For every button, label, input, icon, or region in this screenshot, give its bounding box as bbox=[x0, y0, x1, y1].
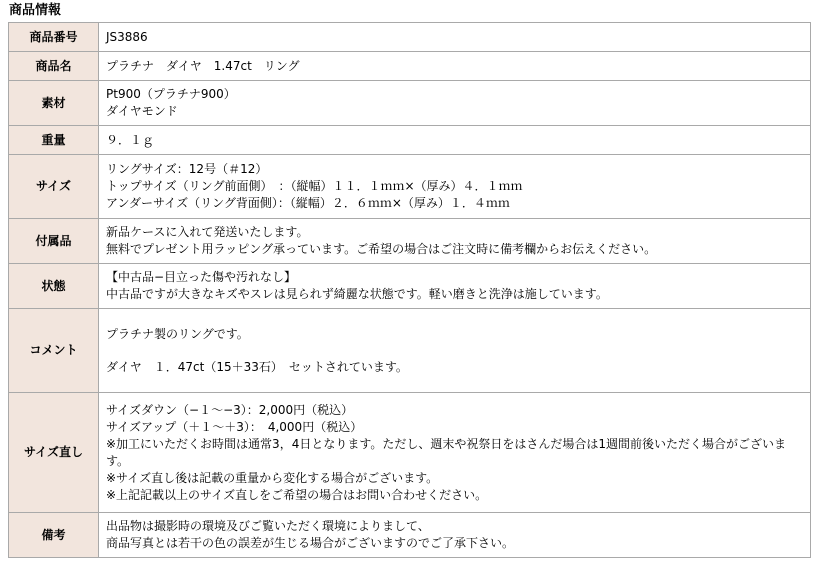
table-row bbox=[9, 513, 811, 558]
value-line: ※上記記載以上のサイズ直しをご希望の場合はお問い合わせください。 bbox=[106, 487, 488, 502]
table-row bbox=[9, 264, 811, 309]
value-line: サイズアップ（＋１〜＋3）： 4,000円（税込） bbox=[106, 419, 363, 434]
row-label-material: 素材 bbox=[9, 81, 99, 126]
value-line: 商品写真とは若干の色の誤差が生じる場合がございますのでご了承下さい。 bbox=[106, 536, 515, 550]
value-line: ※サイズ直し後は記載の重量から変化する場合がございます。 bbox=[106, 470, 439, 485]
value-line: リングサイズ：12号（＃12） bbox=[106, 162, 268, 176]
page-title: 商品情報 bbox=[9, 3, 62, 18]
row-label-accessories: 付属品 bbox=[9, 219, 99, 264]
row-label-weight: 重量 bbox=[9, 126, 99, 155]
value-line: プラチナ ダイヤ 1.47ct リング bbox=[106, 58, 300, 73]
row-value-condition bbox=[99, 264, 811, 309]
row-label-size: サイズ bbox=[9, 155, 99, 219]
table-row bbox=[9, 309, 811, 393]
row-value-weight bbox=[99, 126, 811, 155]
value-line: 中古品ですが大きなキズやスレは見られず綺麗な状態です。軽い磨きと洗浄は施しています。 bbox=[106, 287, 608, 301]
value-line: 新品ケースに入れて発送いたします。 bbox=[106, 225, 309, 239]
value-line: アンダーサイズ（リング背面側）：（縦幅）２．６ｍｍ×（厚み）１．４ｍｍ bbox=[106, 196, 510, 210]
row-value-material bbox=[99, 81, 811, 126]
row-label-condition: 状態 bbox=[9, 264, 99, 309]
value-line: ※加工にいただくお時間は通常3，4日となります。ただし、週末や祝祭日をはさんだ場合は1週間前後いただく場合がございます。 bbox=[106, 436, 787, 468]
value-line: JS3886 bbox=[106, 29, 148, 44]
row-value-accessories bbox=[99, 219, 811, 264]
table-row bbox=[9, 126, 811, 155]
row-label-product-number: 商品番号 bbox=[9, 23, 99, 52]
value-line: ダイヤ １．47ct（15＋33石） セットされています。 bbox=[106, 359, 408, 374]
table-row bbox=[9, 219, 811, 264]
row-label-comment: コメント bbox=[9, 309, 99, 393]
table-row bbox=[9, 393, 811, 513]
value-line: ９．１ｇ bbox=[106, 132, 155, 147]
row-label-notes: 備考 bbox=[9, 513, 99, 558]
table-row bbox=[9, 155, 811, 219]
row-value-product-name bbox=[99, 52, 811, 81]
row-value-product-number bbox=[99, 23, 811, 52]
value-line: トップサイズ（リング前面側） ：（縦幅）１１．１ｍｍ×（厚み）４．１ｍｍ bbox=[106, 179, 523, 193]
product-info-table bbox=[8, 22, 811, 558]
value-line: プラチナ製のリングです。 bbox=[106, 326, 249, 341]
row-label-resizing: サイズ直し bbox=[9, 393, 99, 513]
blank-line bbox=[106, 343, 806, 359]
value-line: 【中古品−目立った傷や汚れなし】 bbox=[106, 270, 297, 284]
row-label-product-name: 商品名 bbox=[9, 52, 99, 81]
table-row bbox=[9, 81, 811, 126]
value-line: サイズダウン（−１〜−3）：2,000円（税込） bbox=[106, 402, 354, 417]
table-row bbox=[9, 52, 811, 81]
value-line: 出品物は撮影時の環境及びご覧いただく環境によりまして、 bbox=[106, 519, 430, 533]
table-row bbox=[9, 23, 811, 52]
value-line: ダイヤモンド bbox=[106, 104, 178, 118]
value-line: 無料でプレゼント用ラッピング承っています。ご希望の場合はご注文時に備考欄からお伝えください。 bbox=[106, 242, 657, 256]
row-value-resizing bbox=[99, 393, 811, 513]
row-value-notes bbox=[99, 513, 811, 558]
row-value-comment bbox=[99, 309, 811, 393]
value-line: Pt900（プラチナ900） bbox=[106, 87, 236, 101]
row-value-size bbox=[99, 155, 811, 219]
